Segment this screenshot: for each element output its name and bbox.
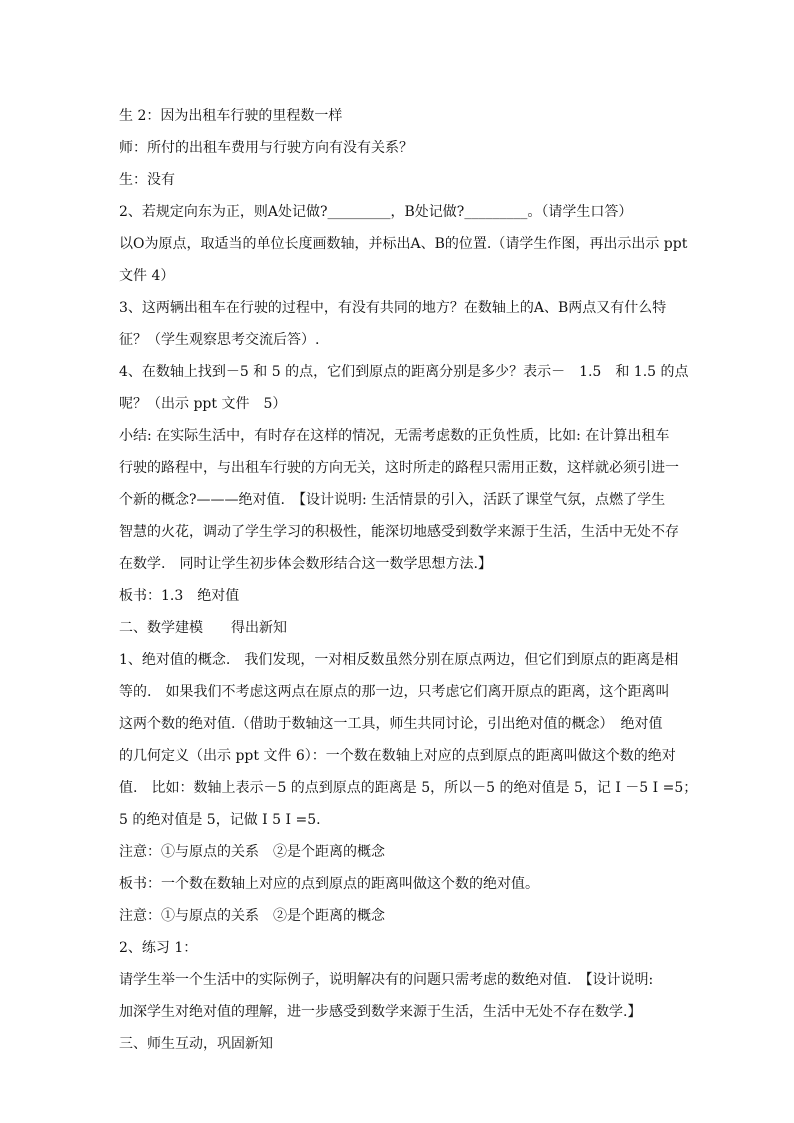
text-line: 4、在数轴上找到－5 和 5 的点，它们到原点的距离分别是多少？表示－ 1.5 和 1.5 的点 [119,364,689,380]
text-line: 注意：①与原点的关系 ②是个距离的概念 [119,908,385,924]
text-line: 2、练习 1： [119,940,198,956]
text-line: 师：所付的出租车费用与行驶方向有没有关系？ [119,140,413,156]
text-line: 注意：①与原点的关系 ②是个距离的概念 [119,844,385,860]
text-line: 1、绝对值的概念. 我们发现，一对相反数虽然分别在原点两边，但它们到原点的距离是相 [119,652,679,668]
text-line: 生：没有 [119,172,175,188]
text-line: 行驶的路程中，与出租车行驶的方向无关，这时所走的路程只需用正数，这样就必须引进一 [119,460,679,476]
text-line: 征？（学生观察思考交流后答）. [119,332,320,348]
text-line: 智慧的火花，调动了学生学习的积极性，能深切地感受到数学来源于生活，生活中无处不存 [119,524,679,540]
text-line: 小结: 在实际生活中，有时存在这样的情况，无需考虑数的正负性质，比如: 在计算出租车 [119,428,670,444]
text-line: 5 的绝对值是 5，记做 I 5 I =5. [119,812,321,828]
document-body [119,100,698,1060]
text-line: 等的. 如果我们不考虑这两点在原点的那一边，只考虑它们离开原点的距离，这个距离叫 [119,684,670,700]
text-line: 请学生举一个生活中的实际例子，说明解决有的问题只需考虑的数绝对值. 【设计说明: [119,972,654,988]
text-line: 这两个数的绝对值.（借助于数轴这一工具，师生共同讨论，引出绝对值的概念） 绝对值 [119,716,663,732]
text-line: 文件 4） [119,268,175,284]
text-line: 生 2：因为出租车行驶的里程数一样 [119,108,343,124]
text-line: 值. 比如：数轴上表示－5 的点到原点的距离是 5，所以－5 的绝对值是 5，记 I －5 I =5； [119,780,698,796]
text-line: 板书：1.3 绝对值 [119,588,240,604]
text-line: 的几何定义（出示 ppt 文件 6）：一个数在数轴上对应的点到原点的距离叫做这个数的绝对 [119,748,676,764]
text-line: 呢？（出示 ppt 文件 5） [119,396,287,412]
text-line: 加深学生对绝对值的理解，进一步感受到数学来源于生活，生活中无处不存在数学.】 [119,1004,642,1020]
text-line: 三、师生互动，巩固新知 [119,1036,273,1052]
text-line: 3、这两辆出租车在行驶的过程中，有没有共同的地方？在数轴上的A、B两点又有什么特 [119,300,667,316]
text-line: 板书：一个数在数轴上对应的点到原点的距离叫做这个数的绝对值。 [119,876,539,892]
text-line: 二、数学建模 得出新知 [119,620,287,636]
text-line: 以O为原点，取适当的单位长度画数轴，并标出A、B的位置.（请学生作图，再出示出示 ppt [119,236,688,252]
text-line: 2、若规定向东为正，则A处记做?_________，B处记做?_________。（请学生口答） [119,204,633,220]
text-line: 个新的概念?———绝对值. 【设计说明: 生活情景的引入，活跃了课堂气氛，点燃了学生 [119,492,666,508]
text-line: 在数学. 同时让学生初步体会数形结合这一数学思想方法.】 [119,556,492,572]
